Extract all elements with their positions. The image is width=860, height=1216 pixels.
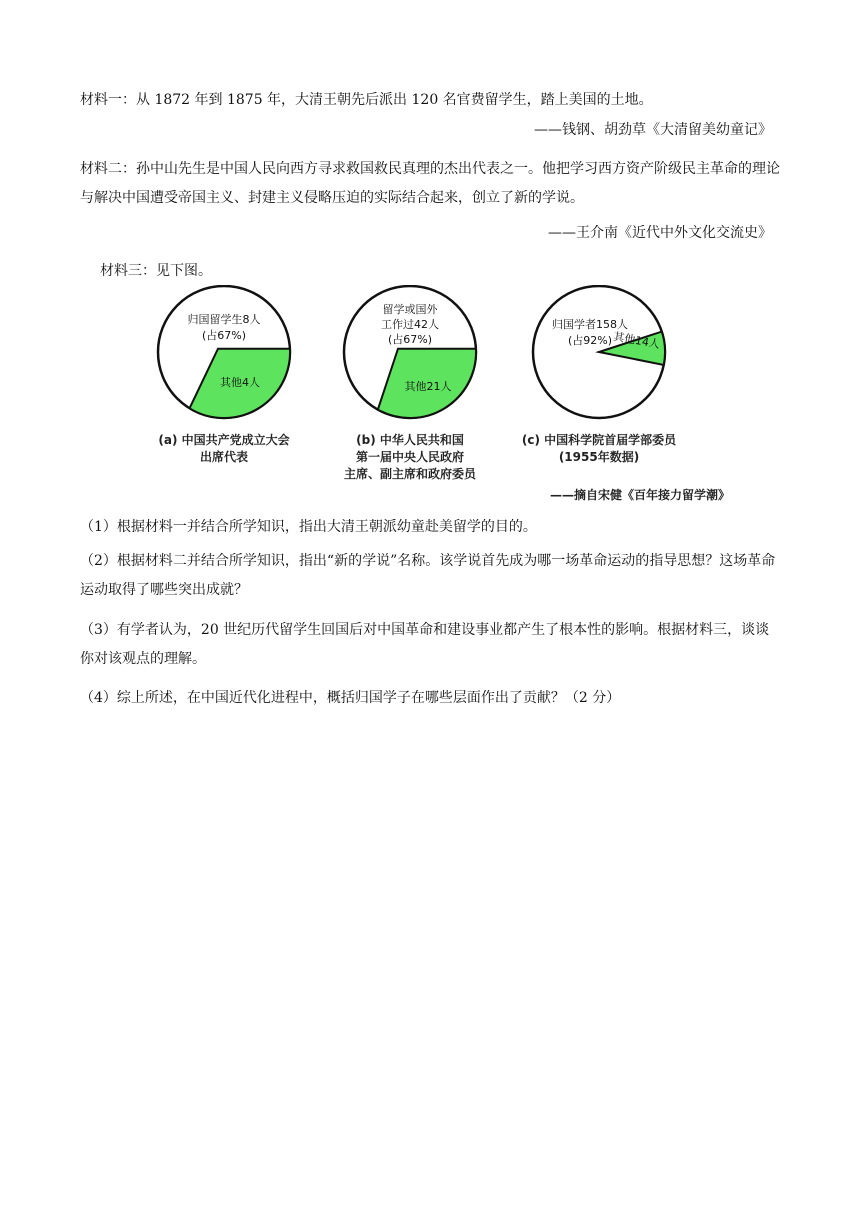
pie-chart-c [522, 286, 677, 464]
material-2-source: ——王介南《近代中外文化交流史》 [548, 225, 772, 241]
pie-b-caption-3: 主席、副主席和政府委员 [343, 467, 477, 481]
question-1: （1）根据材料一并结合所学知识，指出大清王朝派幼童赴美留学的目的。 [80, 519, 537, 535]
material-1-text: 材料一：从 1872 年到 1875 年，大清王朝先后派出 120 名官费留学生，踏上美国的土地。 [80, 92, 653, 108]
pie-c-main-label-1: 归国学者158人 [552, 318, 628, 331]
pie-c-caption-1: (c) 中国科学院首届学部委员 [521, 433, 677, 447]
pie-a-main-label-2: (占67%) [201, 329, 247, 342]
pie-a-other-label: 其他4人 [220, 376, 260, 389]
pie-chart-b [344, 286, 477, 481]
pie-c-caption-2: (1955年数据) [558, 450, 640, 464]
question-3: （3）有学者认为，20 世纪历代留学生回国后对中国革命和建设事业都产生了根本性的影响。根据材料三，谈谈你对该观点的理解。 [80, 622, 770, 667]
pie-chart-figure [140, 285, 740, 515]
material-2-text: 材料二：孙中山先生是中国人民向西方寻求救国救民真理的杰出代表之一。他把学习西方资产阶级民主革命的理论与解决中国遭受帝国主义、封建主义侵略压迫的实际结合起来，创立了新的学说。 [80, 161, 780, 206]
material-1-source: ——钱钢、胡劲草《大清留美幼童记》 [534, 122, 772, 138]
figure-credit: ——摘自宋健《百年接力留学潮》 [549, 488, 730, 502]
pie-b-other-label: 其他21人 [404, 380, 452, 393]
pie-charts-svg [140, 285, 740, 515]
material-3-label: 材料三：见下图。 [100, 263, 212, 279]
pie-a-main-label-1: 归国留学生8人 [187, 313, 261, 326]
pie-chart-a [158, 286, 290, 464]
pie-b-main-label-1: 留学或国外 [382, 303, 438, 316]
pie-c-main-label-2: (占92%) [567, 334, 613, 347]
pie-b-caption-2: 第一届中央人民政府 [355, 450, 465, 464]
question-2: （2）根据材料二并结合所学知识，指出“新的学说”名称。该学说首先成为哪一场革命运动的指导思想？这场革命运动取得了哪些突出成就？ [80, 553, 776, 598]
question-4: （4）综上所述，在中国近代化进程中，概括归国学子在哪些层面作出了贡献？（2 分） [80, 690, 621, 706]
pie-a-caption-2: 出席代表 [199, 450, 249, 464]
pie-b-main-label-3: (占67%) [387, 333, 433, 346]
pie-c-other-label: 其他14人 [612, 330, 661, 352]
pie-a-caption-1: (a) 中国共产党成立大会 [158, 433, 290, 447]
pie-b-caption-1: (b) 中华人民共和国 [356, 433, 464, 447]
pie-b-main-label-2: 工作过42人 [381, 318, 439, 331]
